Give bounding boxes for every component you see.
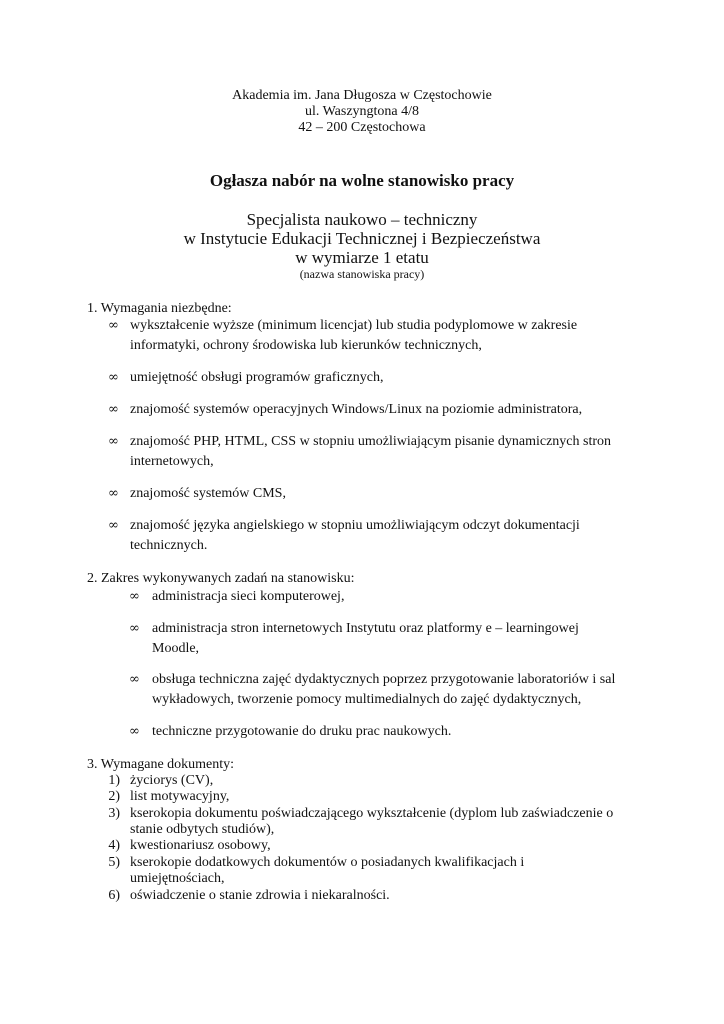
bullet-icon: ∞ — [108, 318, 119, 333]
section-2-heading: 2. Zakres wykonywanych zadań na stanowisku: — [87, 571, 355, 586]
bullet-icon: ∞ — [129, 621, 140, 636]
position-note: (nazwa stanowiska pracy) — [299, 267, 425, 281]
task-item: administracja sieci komputerowej, — [152, 589, 345, 604]
street-address: ul. Waszyngtona 4/8 — [304, 104, 420, 119]
position-title: Specjalista naukowo – techniczny — [246, 210, 478, 229]
bullet-icon: ∞ — [108, 370, 119, 385]
requirement-item-cont: internetowych, — [130, 454, 214, 469]
bullet-icon: ∞ — [108, 402, 119, 417]
institution-name: Akademia im. Jana Długosza w Częstochowie — [232, 88, 492, 103]
document-item: kserokopie dodatkowych dokumentów o posiadanych kwalifikacjach i — [130, 855, 525, 870]
document-item: list motywacyjny, — [130, 789, 230, 804]
bullet-icon: ∞ — [108, 434, 119, 449]
document-item-cont: umiejętnościach, — [130, 871, 225, 886]
list-number: 5) — [108, 855, 120, 870]
list-number: 1) — [108, 773, 120, 788]
document-item: kserokopia dokumentu poświadczającego wykształcenie (dyplom lub zaświadczenie o — [130, 806, 614, 821]
position-scope: w wymiarze 1 etatu — [295, 248, 429, 267]
requirement-item: wykształcenie wyższe (minimum licencjat) lub studia podyplomowe w zakresie — [130, 318, 578, 333]
city-address: 42 – 200 Częstochowa — [298, 120, 426, 135]
section-3-heading: 3. Wymagane dokumenty: — [87, 757, 235, 772]
bullet-icon: ∞ — [108, 518, 119, 533]
announcement-heading: Ogłasza nabór na wolne stanowisko pracy — [209, 171, 515, 190]
task-item: obsługa techniczna zajęć dydaktycznych poprzez przygotowanie laboratoriów i sal — [152, 672, 616, 687]
task-item-cont: wykładowych, tworzenie pomocy multimedialnych do zajęć dydaktycznych, — [152, 692, 582, 707]
task-item: administracja stron internetowych Instytutu oraz platformy e – learningowej — [152, 621, 579, 636]
list-number: 6) — [108, 888, 120, 903]
requirement-item: znajomość PHP, HTML, CSS w stopniu umożliwiającym pisanie dynamicznych stron — [130, 434, 612, 449]
document-item: życiorys (CV), — [130, 773, 214, 788]
requirement-item: umiejętność obsługi programów graficznych, — [130, 370, 384, 385]
bullet-icon: ∞ — [129, 672, 140, 687]
bullet-icon: ∞ — [129, 589, 140, 604]
section-1-heading: 1. Wymagania niezbędne: — [87, 301, 232, 316]
list-number: 4) — [108, 838, 120, 853]
position-institute: w Instytucie Edukacji Technicznej i Bezpieczeństwa — [183, 229, 541, 248]
task-item-cont: Moodle, — [152, 641, 200, 656]
bullet-icon: ∞ — [108, 486, 119, 501]
requirement-item-cont: technicznych. — [130, 538, 208, 553]
requirement-item: znajomość systemów operacyjnych Windows/Linux na poziomie administratora, — [130, 402, 583, 417]
bullet-icon: ∞ — [129, 724, 140, 739]
document-item: kwestionariusz osobowy, — [130, 838, 271, 853]
document-item: oświadczenie o stanie zdrowia i niekaralności. — [130, 888, 390, 903]
list-number: 3) — [108, 806, 120, 821]
task-item: techniczne przygotowanie do druku prac naukowych. — [152, 724, 452, 739]
list-number: 2) — [108, 789, 120, 804]
requirement-item-cont: informatyki, ochrony środowiska lub kierunków technicznych, — [130, 338, 482, 353]
requirement-item: znajomość języka angielskiego w stopniu umożliwiającym odczyt dokumentacji — [130, 518, 580, 533]
requirement-item: znajomość systemów CMS, — [130, 486, 286, 501]
document-item-cont: stanie odbytych studiów), — [130, 822, 275, 837]
